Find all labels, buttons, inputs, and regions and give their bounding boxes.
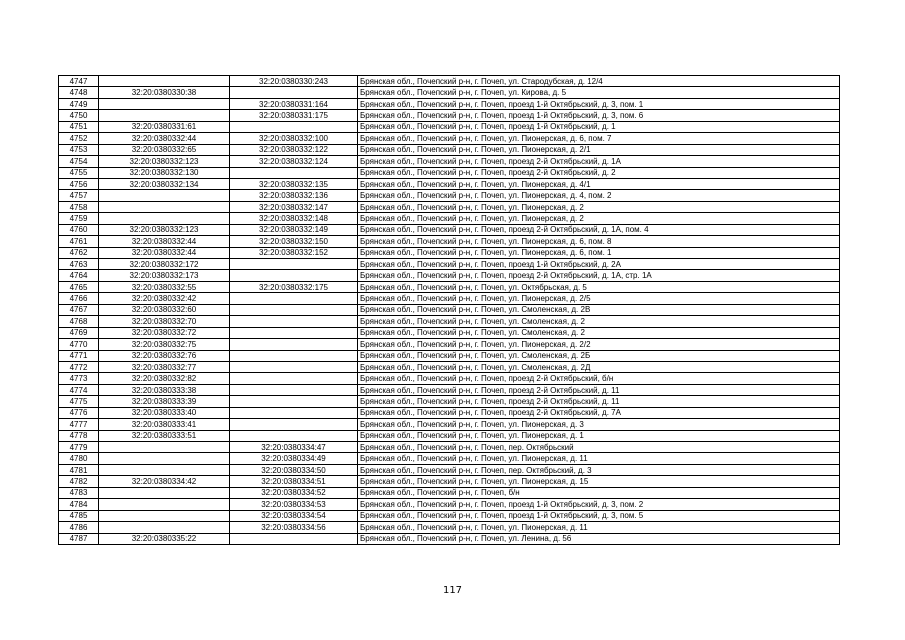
address-cell: Брянская обл., Почепский р-н, г. Почеп, проезд 2-й Октябрьский, д. 11	[358, 384, 840, 395]
cadastral-number-cell: 32:20:0380332:72	[99, 327, 230, 338]
cadastral-number-cell	[99, 110, 230, 121]
building-cadastral-number-cell	[230, 327, 358, 338]
row-number-cell: 4760	[59, 224, 99, 235]
address-cell: Брянская обл., Почепский р-н, г. Почеп, пер. Октябрьский, д. 3	[358, 464, 840, 475]
building-cadastral-number-cell: 32:20:0380332:124	[230, 156, 358, 167]
address-cell: Брянская обл., Почепский р-н, г. Почеп, проезд 2-й Октябрьский, д. 1А	[358, 156, 840, 167]
cadastral-number-cell: 32:20:0380332:44	[99, 236, 230, 247]
row-number-cell: 4781	[59, 464, 99, 475]
table-row	[59, 419, 840, 430]
cadastral-number-cell: 32:20:0380333:38	[99, 384, 230, 395]
address-cell: Брянская обл., Почепский р-н, г. Почеп, ул. Пионерская, д. 6, пом. 7	[358, 133, 840, 144]
address-cell: Брянская обл., Почепский р-н, г. Почеп, проезд 2-й Октябрьский, б/н	[358, 373, 840, 384]
cadastral-number-cell	[99, 453, 230, 464]
cadastral-number-cell: 32:20:0380332:130	[99, 167, 230, 178]
cadastral-number-cell: 32:20:0380333:41	[99, 419, 230, 430]
table-row	[59, 453, 840, 464]
building-cadastral-number-cell	[230, 407, 358, 418]
address-cell: Брянская обл., Почепский р-н, г. Почеп, ул. Кирова, д. 5	[358, 87, 840, 98]
cadastral-number-cell	[99, 499, 230, 510]
address-cell: Брянская обл., Почепский р-н, г. Почеп, проезд 2-й Октябрьский, д. 7А	[358, 407, 840, 418]
table-row	[59, 316, 840, 327]
row-number-cell: 4785	[59, 510, 99, 521]
address-cell: Брянская обл., Почепский р-н, г. Почеп, ул. Пионерская, д. 4, пом. 2	[358, 190, 840, 201]
building-cadastral-number-cell: 32:20:0380334:49	[230, 453, 358, 464]
row-number-cell: 4782	[59, 476, 99, 487]
row-number-cell: 4765	[59, 281, 99, 292]
building-cadastral-number-cell	[230, 533, 358, 544]
address-cell: Брянская обл., Почепский р-н, г. Почеп, проезд 1-й Октябрьский, д. 3, пом. 5	[358, 510, 840, 521]
table-row	[59, 281, 840, 292]
table-row	[59, 201, 840, 212]
table-row	[59, 133, 840, 144]
building-cadastral-number-cell	[230, 419, 358, 430]
row-number-cell: 4784	[59, 499, 99, 510]
row-number-cell: 4768	[59, 316, 99, 327]
cadastral-number-cell	[99, 190, 230, 201]
address-cell: Брянская обл., Почепский р-н, г. Почеп, ул. Пионерская, д. 2	[358, 201, 840, 212]
table-row	[59, 327, 840, 338]
building-cadastral-number-cell	[230, 293, 358, 304]
table-row	[59, 98, 840, 109]
address-cell: Брянская обл., Почепский р-н, г. Почеп, проезд 1-й Октябрьский, д. 3, пом. 2	[358, 499, 840, 510]
address-cell: Брянская обл., Почепский р-н, г. Почеп, ул. Смоленская, д. 2	[358, 327, 840, 338]
row-number-cell: 4759	[59, 213, 99, 224]
address-cell: Брянская обл., Почепский р-н, г. Почеп, б/н	[358, 487, 840, 498]
row-number-cell: 4761	[59, 236, 99, 247]
address-cell: Брянская обл., Почепский р-н, г. Почеп, ул. Пионерская, д. 2/2	[358, 339, 840, 350]
cadastral-number-cell: 32:20:0380332:172	[99, 259, 230, 270]
table-row	[59, 156, 840, 167]
building-cadastral-number-cell: 32:20:0380334:56	[230, 522, 358, 533]
building-cadastral-number-cell	[230, 87, 358, 98]
address-cell: Брянская обл., Почепский р-н, г. Почеп, ул. Смоленская, д. 2Д	[358, 361, 840, 372]
cadastral-number-cell: 32:20:0380332:60	[99, 304, 230, 315]
cadastral-number-cell: 32:20:0380332:55	[99, 281, 230, 292]
building-cadastral-number-cell: 32:20:0380334:51	[230, 476, 358, 487]
building-cadastral-number-cell	[230, 316, 358, 327]
address-cell: Брянская обл., Почепский р-н, г. Почеп, ул. Стародубская, д. 12/4	[358, 76, 840, 87]
building-cadastral-number-cell	[230, 350, 358, 361]
building-cadastral-number-cell	[230, 167, 358, 178]
table-row	[59, 110, 840, 121]
cadastral-number-cell: 32:20:0380332:82	[99, 373, 230, 384]
address-cell: Брянская обл., Почепский р-н, г. Почеп, ул. Пионерская, д. 15	[358, 476, 840, 487]
page-number: 117	[442, 585, 463, 596]
row-number-cell: 4752	[59, 133, 99, 144]
cadastral-number-cell	[99, 442, 230, 453]
cadastral-number-cell: 32:20:0380332:44	[99, 133, 230, 144]
row-number-cell: 4769	[59, 327, 99, 338]
table-row	[59, 178, 840, 189]
cadastral-number-cell: 32:20:0380333:51	[99, 430, 230, 441]
cadastral-number-cell	[99, 213, 230, 224]
table-row	[59, 350, 840, 361]
building-cadastral-number-cell: 32:20:0380334:47	[230, 442, 358, 453]
cadastral-registry-table	[58, 75, 840, 545]
building-cadastral-number-cell: 32:20:0380334:50	[230, 464, 358, 475]
table-row	[59, 304, 840, 315]
row-number-cell: 4772	[59, 361, 99, 372]
table-row	[59, 339, 840, 350]
cadastral-number-cell	[99, 487, 230, 498]
address-cell: Брянская обл., Почепский р-н, г. Почеп, ул. Пионерская, д. 11	[358, 522, 840, 533]
address-cell: Брянская обл., Почепский р-н, г. Почеп, проезд 2-й Октябрьский, д. 1А, пом. 4	[358, 224, 840, 235]
row-number-cell: 4767	[59, 304, 99, 315]
row-number-cell: 4779	[59, 442, 99, 453]
building-cadastral-number-cell: 32:20:0380331:175	[230, 110, 358, 121]
building-cadastral-number-cell: 32:20:0380332:136	[230, 190, 358, 201]
table-row	[59, 247, 840, 258]
address-cell: Брянская обл., Почепский р-н, г. Почеп, ул. Пионерская, д. 2/5	[358, 293, 840, 304]
address-cell: Брянская обл., Почепский р-н, г. Почеп, ул. Пионерская, д. 3	[358, 419, 840, 430]
cadastral-number-cell: 32:20:0380332:173	[99, 270, 230, 281]
row-number-cell: 4763	[59, 259, 99, 270]
cadastral-number-cell	[99, 464, 230, 475]
table-row	[59, 121, 840, 132]
building-cadastral-number-cell: 32:20:0380330:243	[230, 76, 358, 87]
table-row	[59, 522, 840, 533]
address-cell: Брянская обл., Почепский р-н, г. Почеп, проезд 2-й Октябрьский, д. 1А, стр. 1А	[358, 270, 840, 281]
building-cadastral-number-cell	[230, 259, 358, 270]
cadastral-number-cell: 32:20:0380334:42	[99, 476, 230, 487]
building-cadastral-number-cell	[230, 430, 358, 441]
row-number-cell: 4786	[59, 522, 99, 533]
address-cell: Брянская обл., Почепский р-н, г. Почеп, проезд 1-й Октябрьский, д. 1	[358, 121, 840, 132]
building-cadastral-number-cell	[230, 384, 358, 395]
row-number-cell: 4762	[59, 247, 99, 258]
address-cell: Брянская обл., Почепский р-н, г. Почеп, ул. Пионерская, д. 6, пом. 1	[358, 247, 840, 258]
row-number-cell: 4775	[59, 396, 99, 407]
cadastral-number-cell: 32:20:0380332:70	[99, 316, 230, 327]
building-cadastral-number-cell: 32:20:0380334:54	[230, 510, 358, 521]
building-cadastral-number-cell	[230, 396, 358, 407]
cadastral-number-cell: 32:20:0380332:134	[99, 178, 230, 189]
address-cell: Брянская обл., Почепский р-н, г. Почеп, проезд 1-й Октябрьский, д. 2А	[358, 259, 840, 270]
cadastral-number-cell: 32:20:0380332:75	[99, 339, 230, 350]
cadastral-number-cell: 32:20:0380332:123	[99, 156, 230, 167]
table-row	[59, 396, 840, 407]
building-cadastral-number-cell: 32:20:0380332:147	[230, 201, 358, 212]
table-row	[59, 384, 840, 395]
building-cadastral-number-cell	[230, 304, 358, 315]
cadastral-number-cell	[99, 201, 230, 212]
table-row	[59, 87, 840, 98]
cadastral-number-cell: 32:20:0380330:38	[99, 87, 230, 98]
building-cadastral-number-cell: 32:20:0380331:164	[230, 98, 358, 109]
row-number-cell: 4749	[59, 98, 99, 109]
address-cell: Брянская обл., Почепский р-н, г. Почеп, пер. Октябрьский	[358, 442, 840, 453]
table-row	[59, 259, 840, 270]
row-number-cell: 4751	[59, 121, 99, 132]
building-cadastral-number-cell: 32:20:0380332:122	[230, 144, 358, 155]
table-row	[59, 361, 840, 372]
address-cell: Брянская обл., Почепский р-н, г. Почеп, ул. Пионерская, д. 6, пом. 8	[358, 236, 840, 247]
row-number-cell: 4783	[59, 487, 99, 498]
table-row	[59, 442, 840, 453]
row-number-cell: 4776	[59, 407, 99, 418]
cadastral-number-cell: 32:20:0380332:42	[99, 293, 230, 304]
address-cell: Брянская обл., Почепский р-н, г. Почеп, проезд 1-й Октябрьский, д. 3, пом. 1	[358, 98, 840, 109]
cadastral-number-cell: 32:20:0380333:39	[99, 396, 230, 407]
building-cadastral-number-cell: 32:20:0380332:150	[230, 236, 358, 247]
row-number-cell: 4758	[59, 201, 99, 212]
table-row	[59, 236, 840, 247]
address-cell: Брянская обл., Почепский р-н, г. Почеп, ул. Пионерская, д. 4/1	[358, 178, 840, 189]
row-number-cell: 4774	[59, 384, 99, 395]
row-number-cell: 4787	[59, 533, 99, 544]
cadastral-number-cell	[99, 76, 230, 87]
row-number-cell: 4754	[59, 156, 99, 167]
cadastral-number-cell: 32:20:0380333:40	[99, 407, 230, 418]
building-cadastral-number-cell: 32:20:0380332:152	[230, 247, 358, 258]
table-row	[59, 430, 840, 441]
building-cadastral-number-cell: 32:20:0380334:52	[230, 487, 358, 498]
building-cadastral-number-cell: 32:20:0380332:148	[230, 213, 358, 224]
row-number-cell: 4771	[59, 350, 99, 361]
table-row	[59, 213, 840, 224]
table-row	[59, 464, 840, 475]
building-cadastral-number-cell: 32:20:0380332:149	[230, 224, 358, 235]
cadastral-number-cell: 32:20:0380335:22	[99, 533, 230, 544]
table-row	[59, 533, 840, 544]
address-cell: Брянская обл., Почепский р-н, г. Почеп, ул. Смоленская, д. 2	[358, 316, 840, 327]
row-number-cell: 4750	[59, 110, 99, 121]
address-cell: Брянская обл., Почепский р-н, г. Почеп, ул. Ленина, д. 56	[358, 533, 840, 544]
row-number-cell: 4770	[59, 339, 99, 350]
building-cadastral-number-cell: 32:20:0380332:135	[230, 178, 358, 189]
building-cadastral-number-cell: 32:20:0380332:175	[230, 281, 358, 292]
cadastral-number-cell: 32:20:0380331:61	[99, 121, 230, 132]
cadastral-number-cell: 32:20:0380332:123	[99, 224, 230, 235]
cadastral-number-cell: 32:20:0380332:65	[99, 144, 230, 155]
address-cell: Брянская обл., Почепский р-н, г. Почеп, проезд 1-й Октябрьский, д. 3, пом. 6	[358, 110, 840, 121]
row-number-cell: 4756	[59, 178, 99, 189]
table-row	[59, 224, 840, 235]
table-row	[59, 76, 840, 87]
table-row	[59, 476, 840, 487]
cadastral-number-cell: 32:20:0380332:44	[99, 247, 230, 258]
row-number-cell: 4766	[59, 293, 99, 304]
building-cadastral-number-cell	[230, 361, 358, 372]
table-row	[59, 510, 840, 521]
cadastral-number-cell	[99, 522, 230, 533]
address-cell: Брянская обл., Почепский р-н, г. Почеп, ул. Смоленская, д. 2В	[358, 304, 840, 315]
table-row	[59, 167, 840, 178]
address-cell: Брянская обл., Почепский р-н, г. Почеп, проезд 2-й Октябрьский, д. 11	[358, 396, 840, 407]
cadastral-number-cell	[99, 98, 230, 109]
row-number-cell: 4747	[59, 76, 99, 87]
table-row	[59, 487, 840, 498]
address-cell: Брянская обл., Почепский р-н, г. Почеп, ул. Смоленская, д. 2Б	[358, 350, 840, 361]
address-cell: Брянская обл., Почепский р-н, г. Почеп, проезд 2-й Октябрьский, д. 2	[358, 167, 840, 178]
building-cadastral-number-cell	[230, 373, 358, 384]
table-row	[59, 270, 840, 281]
table-row	[59, 373, 840, 384]
address-cell: Брянская обл., Почепский р-н, г. Почеп, ул. Пионерская, д. 2	[358, 213, 840, 224]
row-number-cell: 4753	[59, 144, 99, 155]
address-cell: Брянская обл., Почепский р-н, г. Почеп, ул. Пионерская, д. 1	[358, 430, 840, 441]
building-cadastral-number-cell	[230, 339, 358, 350]
row-number-cell: 4773	[59, 373, 99, 384]
table-row	[59, 499, 840, 510]
row-number-cell: 4780	[59, 453, 99, 464]
building-cadastral-number-cell	[230, 270, 358, 281]
row-number-cell: 4777	[59, 419, 99, 430]
table-row	[59, 407, 840, 418]
address-cell: Брянская обл., Почепский р-н, г. Почеп, ул. Пионерская, д. 11	[358, 453, 840, 464]
table-row	[59, 190, 840, 201]
building-cadastral-number-cell	[230, 121, 358, 132]
row-number-cell: 4748	[59, 87, 99, 98]
cadastral-number-cell: 32:20:0380332:76	[99, 350, 230, 361]
table-row	[59, 293, 840, 304]
cadastral-number-cell: 32:20:0380332:77	[99, 361, 230, 372]
row-number-cell: 4757	[59, 190, 99, 201]
row-number-cell: 4764	[59, 270, 99, 281]
row-number-cell: 4755	[59, 167, 99, 178]
table-body	[59, 76, 840, 545]
address-cell: Брянская обл., Почепский р-н, г. Почеп, ул. Октябрьская, д. 5	[358, 281, 840, 292]
table-row	[59, 144, 840, 155]
address-cell: Брянская обл., Почепский р-н, г. Почеп, ул. Пионерская, д. 2/1	[358, 144, 840, 155]
cadastral-number-cell	[99, 510, 230, 521]
building-cadastral-number-cell: 32:20:0380334:53	[230, 499, 358, 510]
row-number-cell: 4778	[59, 430, 99, 441]
building-cadastral-number-cell: 32:20:0380332:100	[230, 133, 358, 144]
